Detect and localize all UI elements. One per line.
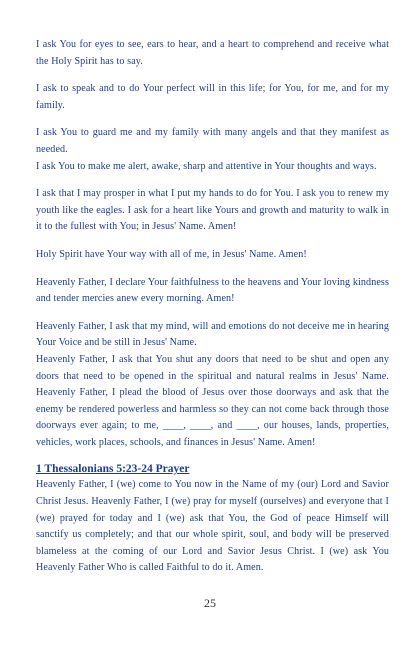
section-paragraph: Heavenly Father, I (we) come to You now in the Name of my (our) Lord and Savior Christ Jesus. Heavenly Father, I (we) pray for myself (ourselves) and everyone that I (we) prayed for today and I (we) ask that You, the God of peace Himself will sanctify us completely; and that our whole spirit, soul, and body will be preserved blameless at the coming of our Lord and Savior Jesus Christ. I (we) ask You Heavenly Father Who is called Faithful to do it. Amen. xyxy=(36,479,389,574)
page-number: 25 xyxy=(204,596,216,610)
prayer-paragraph-prosper: I ask that I may prosper in what I put my hands to do for You. I ask you to renew my youth like the eagles. I ask for a heart like Yours and growth and maturity to walk in it to the fullest with You; in Jesus' Name. Amen! xyxy=(36,188,389,233)
section-heading: 1 Thessalonians 5:23-24 Prayer xyxy=(36,463,190,476)
prayer-paragraph-will: I ask to speak and to do Your perfect will in this life; for You, for me, and for my family. xyxy=(36,83,389,111)
prayer-paragraph-faithfulness: Heavenly Father, I declare Your faithfulness to the heavens and Your loving kindness and tender mercies anew every morning. Amen! xyxy=(36,276,389,305)
prayer-paragraph-alert: I ask You to make me alert, awake, sharp and attentive in Your thoughts and ways. xyxy=(36,160,377,172)
prayer-paragraph-mind: Heavenly Father, I ask that my mind, will and emotions do not deceive me in hearing Your Voice and be still in Jesus' Name. xyxy=(36,320,389,349)
prayer-paragraph-holy-spirit: Holy Spirit have Your way with all of me, in Jesus' Name. Amen! xyxy=(36,248,307,260)
prayer-paragraph-angels: I ask You to guard me and my family with many angels and that they manifest as needed. xyxy=(36,127,389,155)
prayer-paragraph-doors: Heavenly Father, I ask that You shut any doors that need to be shut and open any doors that need to be opened in the spiritual and natural realms in Jesus' Name. Heavenly Father, I plead the blood of Jesus over those doorways and ask that the enemy be rendered powerless and harmless so they can not come back through those doorways ever again; to me, ____, ____, and ____, our houses, lands, properties, vehicles, work places, schools, and finances in Jesus' Name. Amen! xyxy=(36,353,389,448)
prayer-paragraph-eyes: I ask You for eyes to see, ears to hear, and a heart to comprehend and receive what the Holy Spirit has to say. xyxy=(36,39,389,67)
